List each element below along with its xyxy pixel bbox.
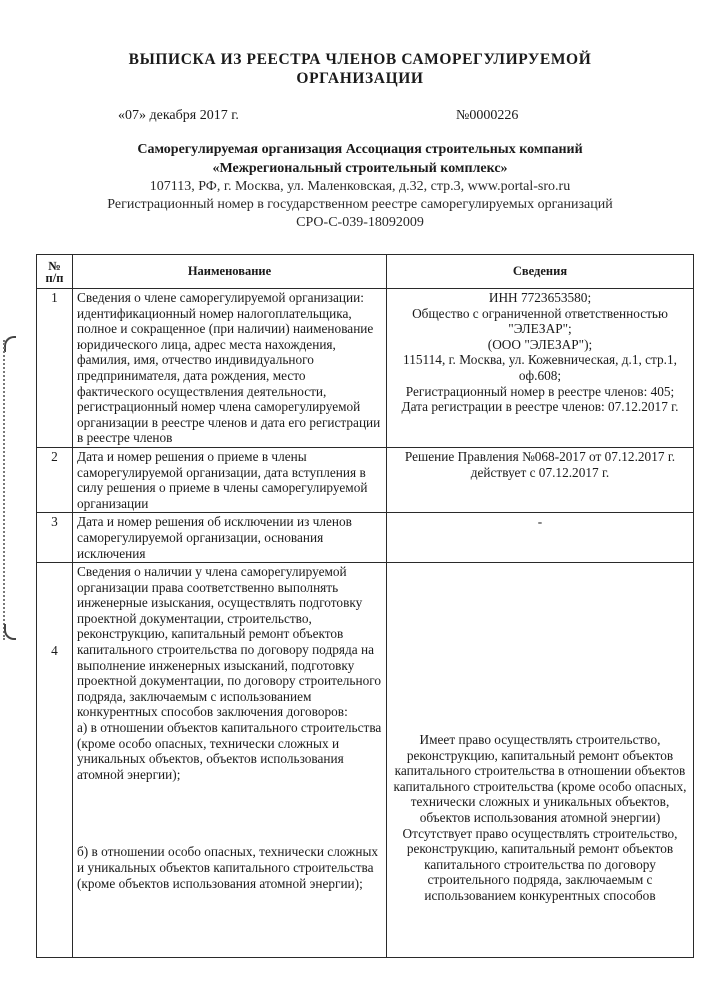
row-number: 4 [37,563,73,958]
row-name-block [73,563,387,958]
document-number: №0000226 [456,108,519,123]
header-info: Сведения [387,255,694,289]
row-name: Сведения о члене саморегулируемой организации: идентификационный номер налогоплательщика, полное и сокращенное (при наличии) наименование юридического лица, адрес места нахождения, фамилия, имя, отчество индивидуального предпринимателя, дата рождения, место фактического осуществления деятельности, регистрационный номер члена саморегулируемой организации в реестре членов и дата его регистрации в реестре членов [73,289,387,448]
organization-name-line1: Саморегулируемая организация Ассоциация строительных компаний [137,142,583,157]
document-title-line2: ОРГАНИЗАЦИИ [296,70,424,87]
row-item-a: а) в отношении объектов капитального строительства (кроме особо опасных, технически сложных и уникальных объектов, объектов использования атомной энергии); [77,720,382,782]
row-number: 2 [37,447,73,512]
table-row [37,447,694,512]
table-row [37,289,694,448]
table-header-row [37,255,694,289]
row-name: Сведения о наличии у члена саморегулируемой организации права соответственно выполнять инженерные изыскания, осуществлять подготовку проектной документации, строительство, реконструкцию, капитальный ремонт объектов капитального строительства по договору подряда на выполнение инженерных изысканий, подготовку проектной документации, по договору строительного подряда, заключаемым с использованием конкурентных способов заключения договоров: [77,564,382,720]
document-title-line1: ВЫПИСКА ИЗ РЕЕСТРА ЧЛЕНОВ САМОРЕГУЛИРУЕМОЙ [128,51,592,68]
organization-name-line2: «Межрегиональный строительный комплекс» [212,161,508,176]
row-item-b: б) в отношении особо опасных, технически сложных и уникальных объектов капитального строительства (кроме объектов использования атомной энергии); [77,844,379,891]
binding-edge [3,340,13,640]
row-info-a: Имеет право осуществлять строительство, реконструкцию, капитальный ремонт объектов капитального строительства в отношении объектов капитального строительства (кроме особо опасных, технически сложных и уникальных объектов, объектов использования атомной энергии) [393,732,687,826]
registry-number: СРО-С-039-18092009 [296,215,424,230]
row-info-block [387,563,694,958]
registry-extract-table [36,254,694,958]
organization-address: 107113, РФ, г. Москва, ул. Маленковская, д.32, стр.3, www.portal-sro.ru [149,179,571,194]
row-info-b: Отсутствует право осуществлять строительство, реконструкцию, капитальный ремонт объектов капитального строительства по договору строительного подряда, заключаемым с использованием конкурентных способов [402,825,678,904]
document-date: «07» декабря 2017 г. [118,108,239,123]
row-info: - [387,513,694,563]
row-number: 3 [37,513,73,563]
registry-label: Регистрационный номер в государственном реестре саморегулируемых организаций [107,197,613,212]
header-num: № п/п [37,255,73,289]
header-name: Наименование [73,255,387,289]
row-number: 1 [37,289,73,448]
row-name: Дата и номер решения о приеме в члены саморегулируемой организации, дата вступления в силу решения о приеме в члены саморегулируемой организации [73,447,387,512]
row-info: Решение Правления №068-2017 от 07.12.2017 г. действует с 07.12.2017 г. [387,447,694,512]
table-row [37,563,694,958]
table-row [37,513,694,563]
row-info: ИНН 7723653580; Общество с ограниченной ответственностью "ЭЛЕЗАР"; (ООО "ЭЛЕЗАР"); 115114, г. Москва, ул. Кожевническая, д.1, стр.1, оф.608; Регистрационный номер в реестре членов: 405; Дата регистрации в реестре членов: 07.12.2017 г. [387,289,694,448]
row-name: Дата и номер решения об исключении из членов саморегулируемой организации, основания исключения [73,513,387,563]
